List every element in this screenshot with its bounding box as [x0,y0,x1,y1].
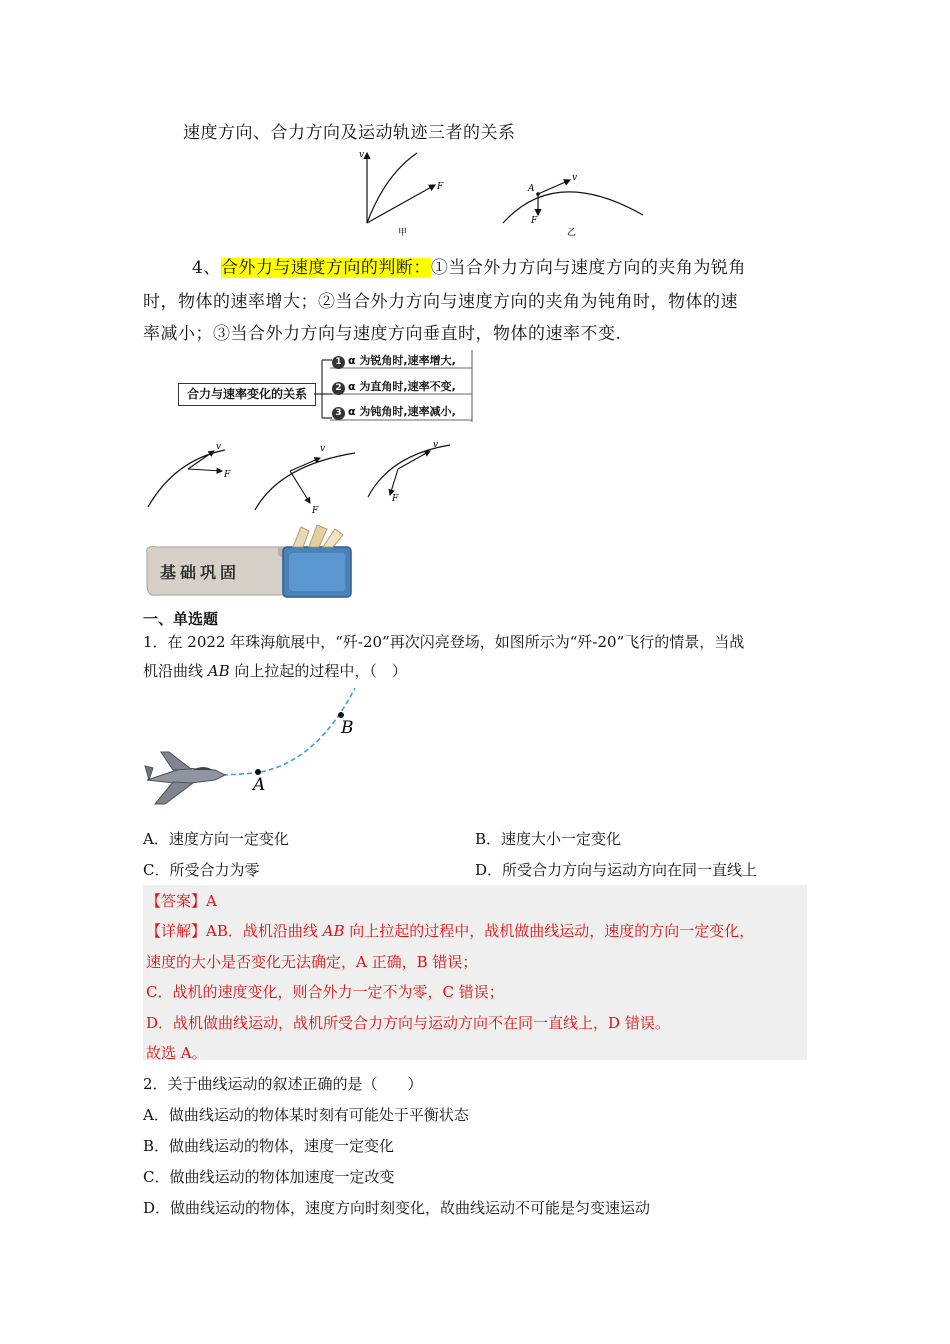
q2-option-a[interactable]: A．做曲线运动的物体某时刻有可能处于平衡状态 [143,1106,469,1124]
relation-text-1: α 为锐角时,速率增大, [348,354,456,367]
q1-line1: 1．在 2022 年珠海航展中，“歼-20”再次闪亮登场，如图所示为“歼-20”飞行的情景，当战 [143,633,745,651]
yi-label: 乙 [567,228,577,238]
section-title: 一、单选题 [143,610,219,628]
q2-option-d[interactable]: D．做曲线运动的物体，速度方向时刻变化，故曲线运动不可能是匀变速运动 [143,1199,651,1217]
jia-f-arrow [367,185,435,223]
answer-detail-3: C．战机的速度变化，则合外力一定不为零，C 错误； [146,983,504,1001]
jia-v-label: v [359,150,365,160]
curve3-f-label: F [392,494,399,504]
curve3-v-label: v [433,440,439,450]
answer-detail-2: 速度的大小是否变化无法确定，A 正确，B 错误； [146,953,478,971]
q2-stem: 2．关于曲线运动的叙述正确的是（ ） [143,1075,423,1093]
relation-num-3: 3 [332,407,345,420]
answer-detail-5: 故选 A。 [146,1044,207,1062]
section-intro: 速度方向、合力方向及运动轨迹三者的关系 [183,123,516,143]
q1-option-a[interactable]: A．速度方向一定变化 [143,830,289,848]
relation-num-1: 1 [332,356,345,369]
answer-label: 【答案】A [146,892,217,910]
answer-detail-1-ab: AB [322,922,345,940]
answer-box [143,885,807,1060]
velocity-force-diagram [355,145,655,240]
q2-option-b[interactable]: B．做曲线运动的物体，速度一定变化 [143,1137,395,1155]
jia-curve [367,153,417,223]
answer-detail-1-a: 【详解】AB．战机沿曲线 [146,922,323,940]
yi-v-label: v [572,173,578,183]
q1-line2-b: 向上拉起的过程中，（ ） [229,662,407,680]
point4-line1-text: ①当合外力方向与速度方向的夹角为锐角 [430,258,746,278]
q1-option-b[interactable]: B．速度大小一定变化 [475,830,622,848]
q1-line2 [143,660,407,681]
point4-line1 [192,253,746,278]
three-curves-diagram [140,435,480,520]
relation-text-2: α 为直角时,速率不变, [348,380,456,393]
jia-label: 甲 [398,228,408,238]
relation-text-3: α 为钝角时,速率减小, [348,405,456,418]
yi-curve [503,192,643,223]
point-a-label: A [253,775,266,795]
curve2-f-label: F [312,506,319,516]
relation-box: 合力与速率变化的关系 [178,383,316,406]
q1-line2-ab: AB [207,662,230,680]
point4-number: 4、 [192,258,221,278]
relation-item-lines [330,348,474,424]
jet-figure [143,680,363,815]
point4-highlight: 合外力与速度方向的判断： [220,258,431,278]
q1-option-c[interactable]: C．所受合力为零 [143,861,260,879]
yi-a-label: A [528,184,535,194]
answer-detail-4: D．战机做曲线运动，战机所受合力方向与运动方向不在同一直线上，D 错误。 [146,1014,670,1032]
relation-num-2: 2 [332,382,345,395]
curve1-v-label: v [216,442,222,452]
point4-line2: 时，物体的速率增大；②当合外力方向与速度方向的夹角为钝角时，物体的速 [143,292,738,312]
q2-option-c[interactable]: C．做曲线运动的物体加速度一定改变 [143,1168,395,1186]
answer-detail-1 [146,920,754,941]
point-b-label: B [341,718,354,738]
q1-line2-a: 机沿曲线 [143,662,208,680]
curve1-f-label: F [224,470,231,480]
jia-f-label: F [437,182,444,192]
yi-f-label: F [531,216,538,226]
jet-icon [145,752,225,804]
banner-text: 基础巩固 [160,563,241,582]
q1-option-d[interactable]: D．所受合力方向与运动方向在同一直线上 [475,861,758,879]
answer-detail-1-b: 向上拉起的过程中，战机做曲线运动，速度的方向一定变化， [344,922,755,940]
curve2-v-label: v [320,444,326,454]
point4-line3: 率减小；③当合外力方向与速度方向垂直时，物体的速率不变. [143,324,622,344]
